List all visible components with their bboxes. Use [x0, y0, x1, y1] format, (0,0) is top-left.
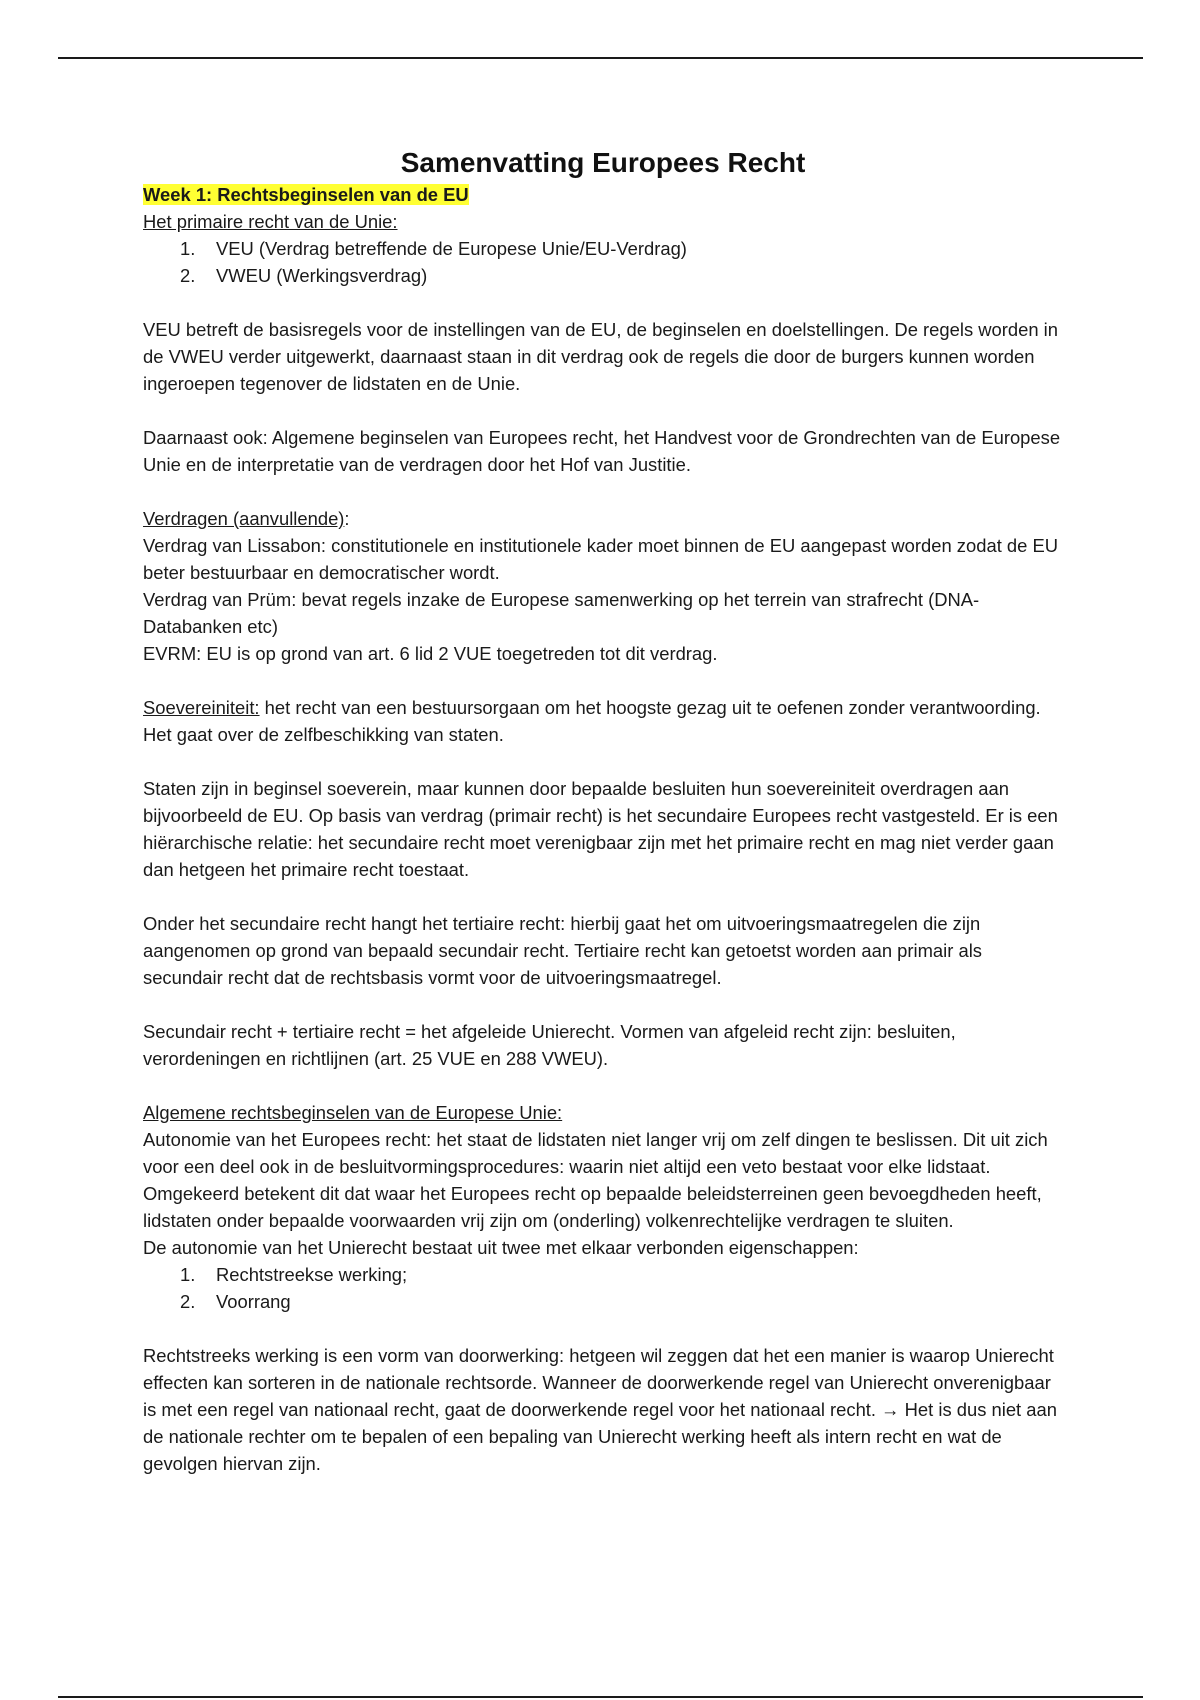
paragraph-sovereignty: Soevereiniteit: het recht van een bestuursorgaan om het hoogste gezag uit te oefenen zonder verantwoording. Het gaat over de zelfbeschikking van staten. — [143, 697, 1041, 745]
paragraph-veu: VEU betreft de basisregels voor de instellingen van de EU, de beginselen en doelstellingen. De regels worden in de VWEU verder uitgewerkt, daarnaast staan in dit verdrag ook de regels die door de burgers kunnen worden ingeroepen tegenover de lidstaten en de Unie. — [143, 319, 1058, 394]
treaty-evrm: EVRM: EU is op grond van art. 6 lid 2 VUE toegetreden tot dit verdrag. — [143, 643, 718, 664]
document-title: Samenvatting Europees Recht — [400, 147, 806, 178]
top-rule — [58, 57, 1143, 59]
primary-law-heading: Het primaire recht van de Unie: — [143, 211, 398, 232]
bottom-rule — [58, 1696, 1143, 1698]
treaty-prum: Verdrag van Prüm: bevat regels inzake de Europese samenwerking op het terrein van strafrecht (DNA-Databanken etc) — [143, 589, 980, 637]
paragraph-autonomie: Autonomie van het Europees recht: het staat de lidstaten niet langer vrij om zelf dingen te beslissen. Dit uit zich voor een deel ook in de besluitvormingsprocedures: waarin niet altijd een veto bestaat voor elke lidstaat. Omgekeerd betekent dit dat waar het Europees recht op bepaalde beleidsterreinen geen bevoegdheden heeft, lidstaten onder bepaalde voorwaarden vrij zijn om (onderling) volkenrechtelijke verdragen te sluiten. — [143, 1129, 1048, 1231]
treaty-lissabon: Verdrag van Lissabon: constitutionele en institutionele kader moet binnen de EU aangepast worden zodat de EU beter bestuurbaar en democratischer wordt. — [143, 535, 1059, 583]
document-body — [143, 145, 1063, 1477]
principles-heading: Algemene rechtsbeginselen van de Europese Unie: — [143, 1102, 563, 1123]
paragraph-autonomie-intro: De autonomie van het Unierecht bestaat uit twee met elkaar verbonden eigenschappen: — [143, 1237, 859, 1258]
list-item: 1. Rechtstreekse werking; — [180, 1264, 408, 1285]
week-heading — [143, 181, 1063, 208]
week-heading-text: Week 1: Rechtsbeginselen van de EU — [143, 184, 469, 205]
paragraph-werking: Rechtstreeks werking is een vorm van doorwerking: hetgeen wil zeggen dat het een manier is waarop Unierecht effecten kan sorteren in de nationale rechtsorde. Wanneer de doorwerkende regel van Unierecht onverenigbaar is met een regel van nationaal recht, gaat de doorwerkende regel voor het nationaal recht. → Het is dus niet aan de nationale rechter om te bepalen of een bepaling van Unierecht werking heeft als intern recht en wat de gevolgen hiervan zijn. — [143, 1345, 1057, 1474]
list-item: 2. Voorrang — [180, 1291, 291, 1312]
principles-list — [143, 1261, 1063, 1315]
paragraph-daarnaast: Daarnaast ook: Algemene beginselen van Europees recht, het Handvest voor de Grondrechten van de Europese Unie en de interpretatie van de verdragen door het Hof van Justitie. — [143, 427, 1061, 475]
treaties-heading: Verdragen (aanvullende): — [143, 508, 350, 529]
paragraph-staten: Staten zijn in beginsel soeverein, maar kunnen door bepaalde besluiten hun soevereiniteit overdragen aan bijvoorbeeld de EU. Op basis van verdrag (primair recht) is het secundaire Europees recht vastgesteld. Er is een hiërarchische relatie: het secundaire recht moet verenigbaar zijn met het primaire recht en mag niet verder gaan dan hetgeen het primaire recht toestaat. — [143, 778, 1058, 880]
list-item: 1. VEU (Verdrag betreffende de Europese Unie/EU-Verdrag) — [180, 238, 687, 259]
list-item: 2. VWEU (Werkingsverdrag) — [180, 265, 428, 286]
primary-law-list — [143, 235, 1063, 289]
paragraph-tertiair: Onder het secundaire recht hangt het tertiaire recht: hierbij gaat het om uitvoeringsmaatregelen die zijn aangenomen op grond van bepaald secundair recht. Tertiaire recht kan getoetst worden aan primair als secundair recht dat de rechtsbasis vormt voor de uitvoeringsmaatregel. — [143, 913, 982, 988]
paragraph-afgeleid: Secundair recht + tertiaire recht = het afgeleide Unierecht. Vormen van afgeleid recht zijn: besluiten, verordeningen en richtlijnen (art. 25 VUE en 288 VWEU). — [143, 1021, 956, 1069]
